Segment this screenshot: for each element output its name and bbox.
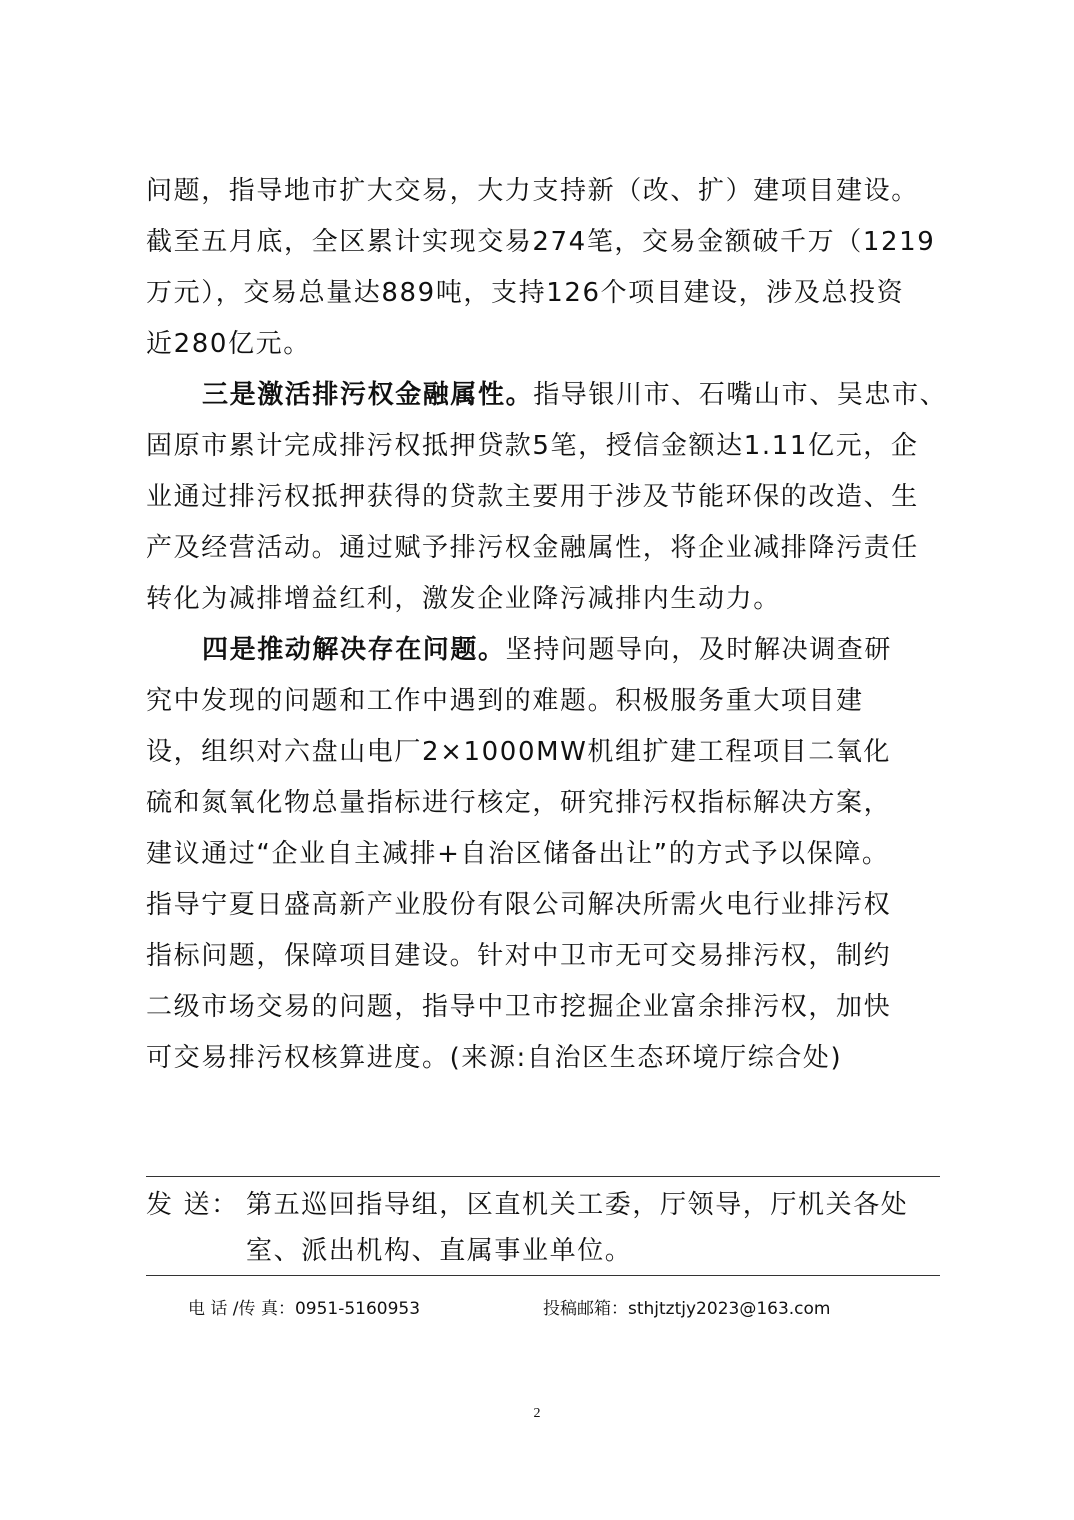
text-line: 设，组织对六盘山电厂2×1000MW机组扩建工程项目二氧化	[146, 737, 892, 767]
distribution-recipients-continued: 室、派出机构、直属事业单位。	[246, 1236, 633, 1266]
phone-fax: 电 话 /传 真：0951-5160953	[188, 1299, 421, 1319]
distribution-block	[146, 1182, 946, 1274]
text-line: 转化为减排增益红利，激发企业降污减排内生动力。	[146, 584, 781, 614]
text-line-remainder: 坚持问题导向，及时解决调查研	[505, 635, 893, 665]
text-line: 固原市累计完成排污权抵押贷款5笔，授信金额达1.11亿元，企	[146, 431, 919, 461]
text-line-remainder: 指导银川市、石嘴山市、吴忠市、	[533, 380, 948, 410]
distribution-recipients: 第五巡回指导组，区直机关工委，厅领导，厅机关各处	[246, 1190, 909, 1220]
section-lead-heading: 三是激活排污权金融属性。	[202, 380, 534, 410]
text-line: 指导宁夏日盛高新产业股份有限公司解决所需火电行业排污权	[146, 890, 892, 920]
article-body	[146, 166, 946, 1084]
page-number: 2	[533, 1406, 541, 1421]
distribution-bottom-rule	[146, 1275, 940, 1276]
text-line	[146, 625, 946, 676]
section-lead-heading: 四是推动解决存在问题。	[202, 635, 506, 665]
text-line: 业通过排污权抵押获得的贷款主要用于涉及节能环保的改造、生	[146, 482, 919, 512]
paragraph-solve-problems	[146, 625, 946, 1084]
text-line	[146, 370, 946, 421]
distribution-label: 发 送：	[146, 1190, 239, 1220]
paragraph-trading-results	[146, 166, 946, 370]
distribution-first-line	[146, 1182, 946, 1228]
text-line: 近280亿元。	[146, 329, 311, 359]
paragraph-financial-attributes	[146, 370, 946, 625]
submission-email: 投稿邮箱：sthjtztjy2023@163.com	[543, 1299, 831, 1319]
distribution-top-rule	[146, 1176, 940, 1177]
text-line: 可交易排污权核算进度。(来源:自治区生态环境厅综合处)	[146, 1043, 843, 1073]
text-line: 截至五月底，全区累计实现交易274笔，交易金额破千万（1219	[146, 227, 936, 257]
text-line: 指标问题，保障项目建设。针对中卫市无可交易排污权，制约	[146, 941, 892, 971]
text-line: 万元），交易总量达889吨，支持126个项目建设，涉及总投资	[146, 278, 905, 308]
text-line: 二级市场交易的问题，指导中卫市挖掘企业富余排污权，加快	[146, 992, 892, 1022]
text-line: 究中发现的问题和工作中遇到的难题。积极服务重大项目建	[146, 686, 864, 716]
text-line: 硫和氮氧化物总量指标进行核定，研究排污权指标解决方案，	[146, 788, 892, 818]
text-line: 问题，指导地市扩大交易，大力支持新（改、扩）建项目建设。	[146, 176, 919, 206]
text-line: 建议通过“企业自主减排+自治区储备出让”的方式予以保障。	[146, 839, 890, 869]
text-line: 产及经营活动。通过赋予排污权金融属性，将企业减排降污责任	[146, 533, 919, 563]
